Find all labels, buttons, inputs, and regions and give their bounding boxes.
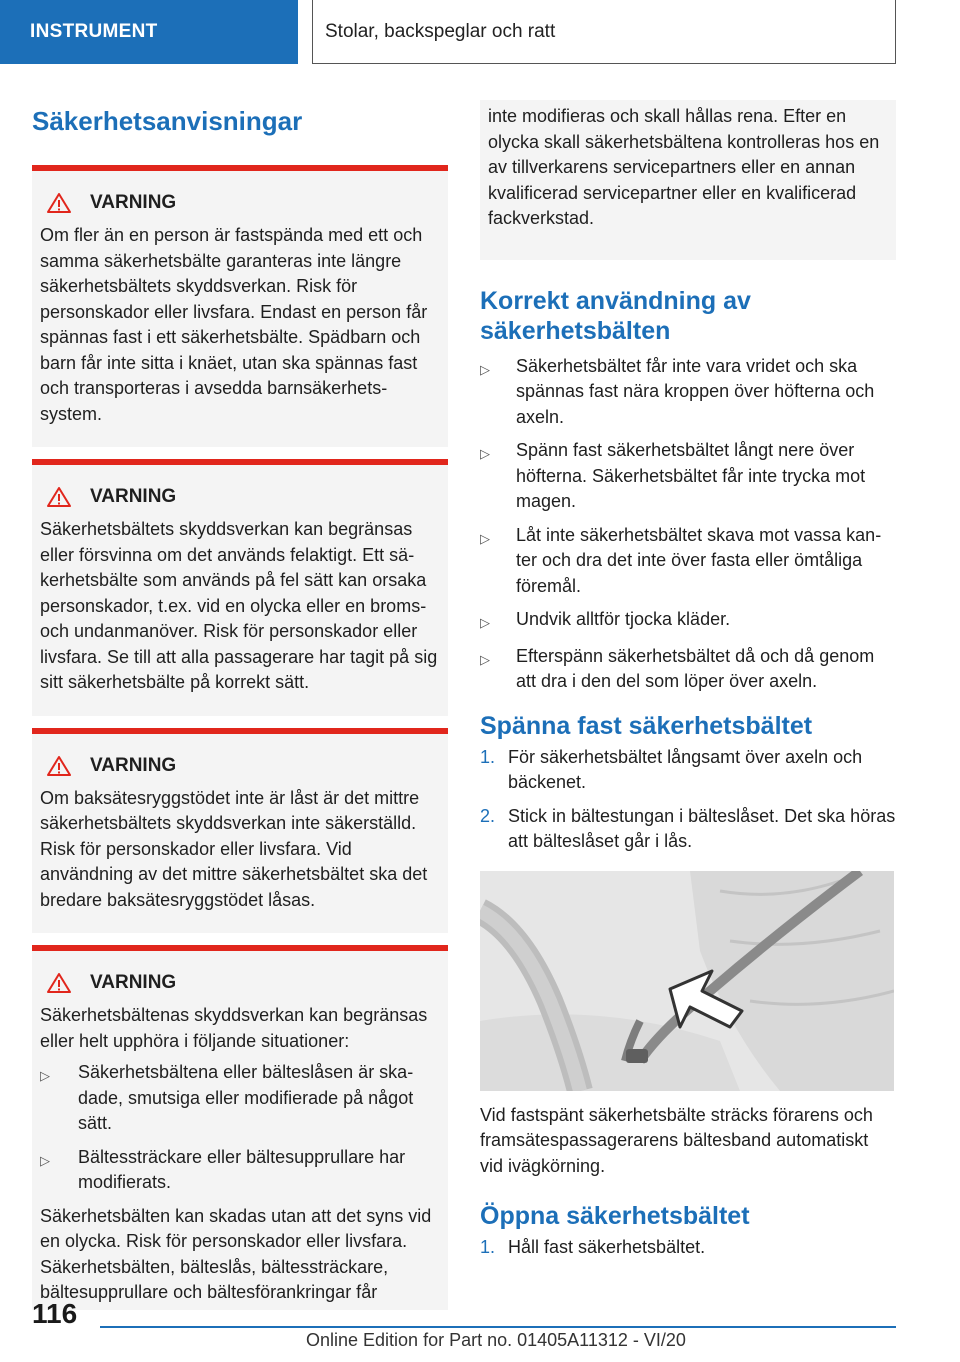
section-heading-correct-use: Korrekt användning av säkerhetsbälten [480, 286, 751, 345]
warning-triangle-icon [46, 486, 72, 508]
list-item: 1. För säkerhetsbältet långsamt över axeln och bäckenet. [480, 746, 863, 792]
list-item: ▷ Bältessträckare eller bältesupprullare har modifierats. [40, 1145, 440, 1196]
warning-text: Om fler än en person är fastspända med ett och samma säkerhetsbälte garanteras inte längre säkerhetsbältets skyddsverkan. Risk för personskador eller livsfara. Endast en person får spännas fast i ett säkerhetsbälte. Spädbarn och barn får inte sitta i knäet, utan ska spännas fast och transporteras i avsedda barnsäkerhetssystem. [40, 225, 428, 424]
warning-triangle-icon [46, 192, 72, 214]
triangle-bullet-icon: ▷ [40, 1152, 50, 1168]
warning-triangle-icon [46, 755, 72, 777]
chapter-title: INSTRUMENT [30, 21, 158, 42]
continued-warning-text: inte modifieras och skall hållas rena. Efter en olycka skall säkerhetsbältena kontrolleras hos en av tillverkarens servicepartners eller en annan kvalificerad servicepartner eller en kvalificerad fackverkstad. [488, 106, 880, 228]
warning-box-2 [32, 459, 448, 716]
edition-note: Online Edition for Part no. 01405A11312 - VI/20 [306, 1330, 686, 1350]
triangle-bullet-icon: ▷ [480, 446, 490, 461]
warning-label: VARNING [90, 486, 177, 508]
triangle-bullet-icon: ▷ [480, 361, 490, 377]
page-number: 116 [32, 1298, 78, 1329]
chapter-tab [0, 0, 298, 64]
image-caption: Vid fastspänt säkerhetsbälte sträcks förarens och framsätespassagerarens bältesband automatiskt vid ivägkörning. [480, 1104, 873, 1176]
warning-intro: Säkerhetsbältenas skyddsverkan kan begränsas eller helt upphöra i följande situationer: [40, 1005, 428, 1051]
list-item: ▷ Undvik alltför tjocka kläder. [480, 607, 896, 636]
warning-outro: Säkerhetsbälten kan skadas utan att det syns vid en olycka. Risk för personskador eller livsfara. Säkerhetsbälten, bälteslås, bältessträckare, bältesupprullare och bältesförankringar får [40, 1205, 432, 1302]
warning-label: VARNING [90, 754, 177, 776]
warning-text: Säkerhetsbältets skyddsverkan kan begränsas eller försvinna om det används felaktigt. Ett säkerhetsbälte som används på fel sätt kan orsaka personskador, t.ex. vid en olycka eller en broms- och undanmanöver. Risk för personskador eller livsfara. Se till att alla passagerare har tagit på sig sitt säkerhetsbälte på korrekt sätt. [40, 519, 438, 692]
warning-label: VARNING [90, 972, 177, 994]
warning-header [46, 485, 440, 509]
warning-header [46, 971, 440, 995]
open-steps [480, 1235, 896, 1261]
warning-label: VARNING [90, 192, 177, 214]
seatbelt-illustration [480, 871, 894, 1091]
warning-triangle-icon [46, 972, 72, 994]
triangle-bullet-icon: ▷ [480, 615, 490, 630]
correct-use-list [480, 354, 896, 695]
list-item: ▷ Spänn fast säkerhetsbältet långt nere över höfterna. Säkerhetsbältet får inte trycka mot magen. [480, 438, 896, 515]
page-title: Säkerhetsanvisningar [32, 106, 303, 136]
warning-header [46, 754, 440, 778]
list-item: ▷ Efterspänn säkerhetsbältet då och då genom att dra i den del som löper över axeln. [480, 644, 896, 695]
section-header [312, 0, 896, 64]
warning-header [46, 191, 440, 215]
list-item: ▷ Säkerhetsbältena eller bälteslåsen är skadade, smutsiga eller modifierade på något sätt. [40, 1060, 440, 1137]
warning-box-1 [32, 165, 448, 447]
triangle-bullet-icon: ▷ [480, 530, 490, 546]
left-column [32, 100, 448, 1310]
list-item: 2. Stick in bältestungan i bälteslåset. Det ska höras att bälteslåset går i lås. [480, 805, 896, 851]
list-item: 1. Håll fast säkerhetsbältet. [480, 1237, 706, 1257]
seatbelt-buckle-image [480, 871, 894, 1091]
section-heading-fasten: Spänna fast säkerhetsbältet [480, 711, 813, 740]
section-title: Stolar, backspeglar och ratt [325, 20, 556, 42]
warning-text: Om baksätesryggstödet inte är låst är det mittre säkerhetsbältets skyddsverkan inte säkerställd. Risk för personskador eller livsfara. Vid användning av det mittre säkerhetsbältet ska det bredare baksätesryggstödet låsas. [40, 787, 428, 910]
triangle-bullet-icon: ▷ [40, 1068, 50, 1083]
right-column [480, 100, 896, 1269]
list-item: ▷ Säkerhetsbältet får inte vara vridet och ska spännas fast nära kroppen över höfterna och axeln. [480, 354, 896, 431]
footer-divider [100, 1326, 896, 1328]
fasten-steps [480, 745, 896, 855]
warning-bullet-list [40, 1060, 440, 1196]
warning-continuation [480, 100, 896, 260]
triangle-bullet-icon: ▷ [480, 651, 490, 667]
section-heading-open: Öppna säkerhetsbältet [480, 1202, 750, 1230]
list-item: ▷ Låt inte säkerhetsbältet skava mot vassa kanter och dra det inte över fasta eller ömtåliga föremål. [480, 523, 896, 600]
warning-box-4 [32, 945, 448, 1310]
warning-box-3 [32, 728, 448, 934]
